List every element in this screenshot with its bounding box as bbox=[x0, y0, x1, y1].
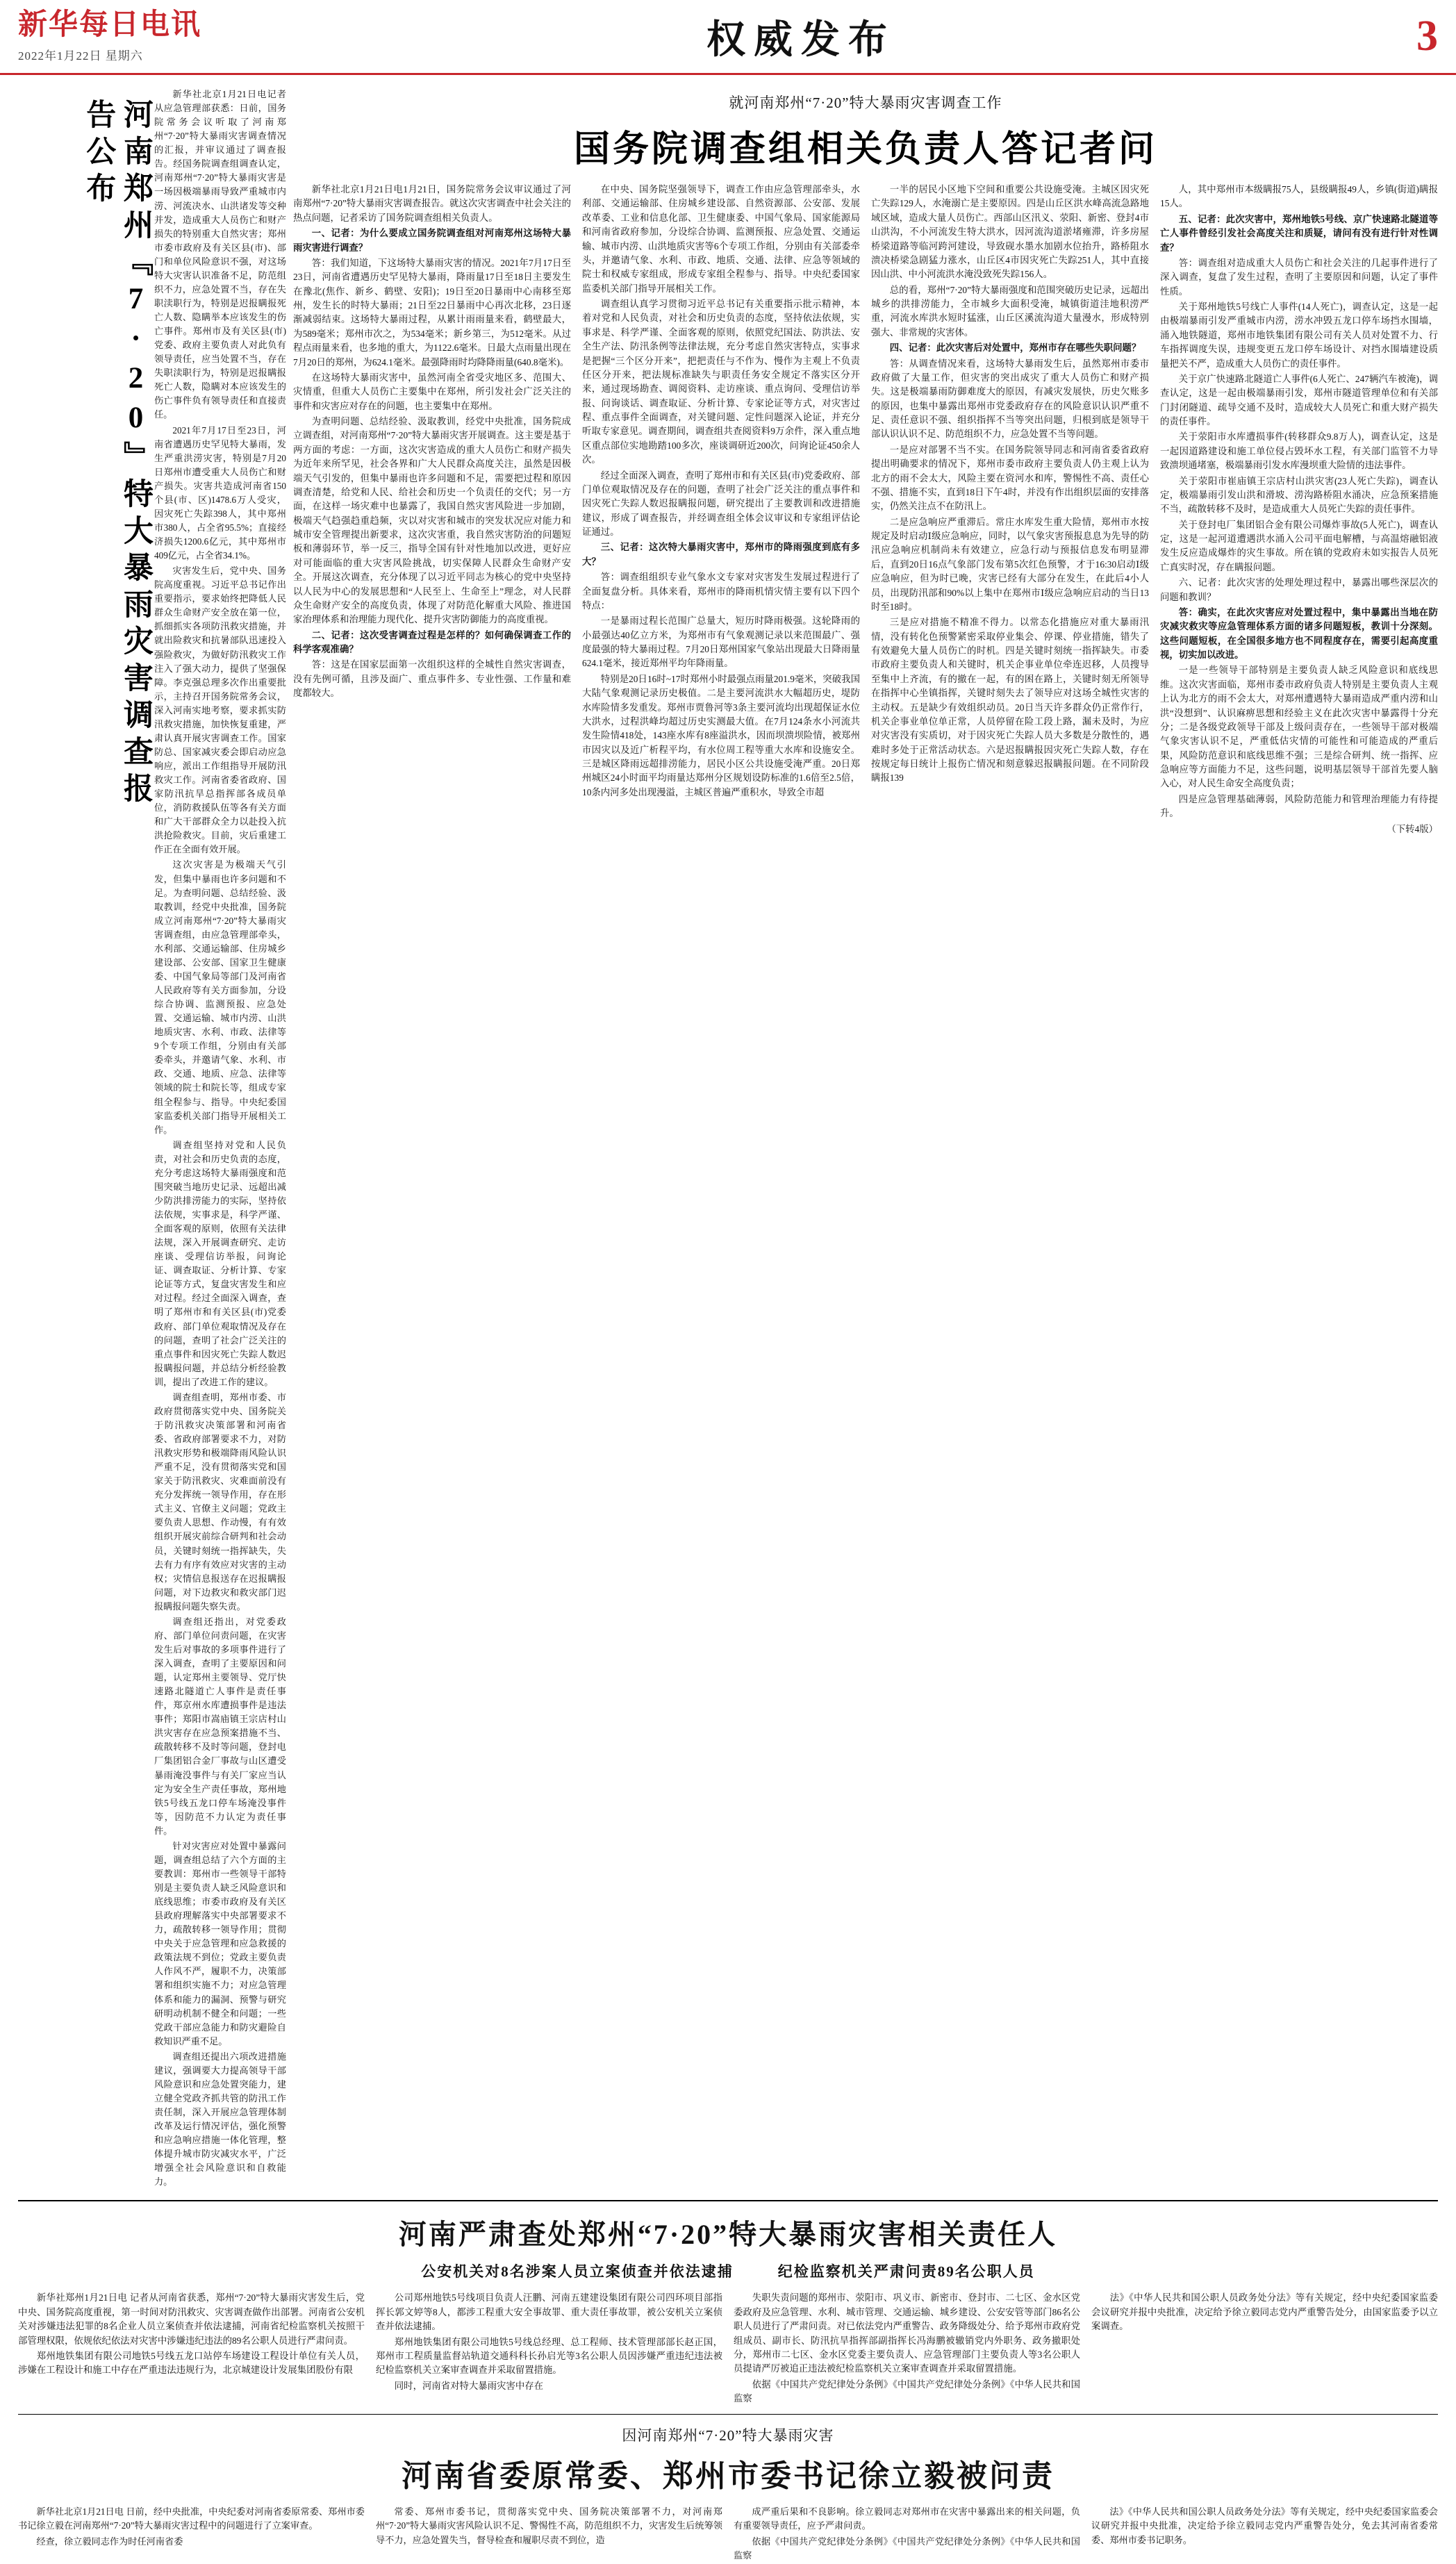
paragraph: 法》《中华人民共和国公职人员政务处分法》等有关规定，经中央纪委国家监委会议研究并报中央批准，决定给予徐立毅同志党内严重警告处分，由国家监委予以立案调查。 bbox=[1091, 2292, 1438, 2332]
article-secondary-columns bbox=[18, 2291, 1438, 2407]
paragraph: 一是应对部署不当不实。在国务院领导同志和河南省委省政府提出明确要求的情况下，郑州市委市政府主要负责人仍主观上认为北方的雨不会太大，风险主要在资河水和库，警惕性不高、责任心不强、措施不实，直到18日下午4时，并没有作出组织层面的安排落实，仍然关注点不在防汛上。 bbox=[871, 444, 1149, 512]
paragraph: 在中央、国务院坚强领导下，调查工作由应急管理部牵头，水利部、交通运输部、住房城乡建设部、自然资源部、公安部、发展改革委、工业和信息化部、卫生健康委、中国气象局、国家能源局和河南省政府参加，分设综合协调、监测预报、应急处置、交通运输、城市内涝、山洪地质灾害等6个专项工作组，分别由有关部委牵头，并邀请气象、水利、市政、地质、交通、法律、应急等领域的院士和权威专家组成，形成专家组全程参与、指导。中央纪委国家监委机关部门指导开展相关工作。 bbox=[582, 184, 860, 294]
section-title: 权威发布 bbox=[706, 18, 895, 62]
paragraph: 答：我们知道，下这场特大暴雨灾害的情况。2021年7月17日至23日，河南省遭遇历史罕见特大暴雨，降雨量17日至18日主要发生在豫北(焦作、新乡、鹤壁、安阳)；19日至20日暴雨中心南移至郑州，发生长的时特大暴雨；21日至22日暴雨中心再次北移，23日逐渐减弱结束。这场特大暴雨过程，从累计雨雨量来看，鹤壁最大，为589毫米；郑州市次之，为534毫米；新乡第三，为512毫米。从过程点雨量来看，也多地的重大，为1122.6毫米。日最大点雨量出现在7月20日的郑州，为624.1毫米。最强降雨时均降降雨量(640.8毫米)。 bbox=[293, 257, 571, 367]
column-3 bbox=[734, 2505, 1080, 2563]
paragraph: 常委、郑州市委书记，贯彻落实党中央、国务院决策部署不力，对河南郑州“7·20”特大暴雨灾害风险认识不足、警惕性不高，防范组织不力，灾害发生后统筹领导不力，应急处置失当，督导检查和履职尽责不到位，造 bbox=[376, 2506, 722, 2545]
issue-date: 2022年1月22日 星期六 bbox=[18, 49, 143, 63]
paragraph: 经查，徐立毅同志作为时任河南省委 bbox=[36, 2536, 183, 2547]
question-paragraph: 五、记者：此次灾害中，郑州地铁5号线、京广快速路北隧道等亡人事件曾经引发社会高度关注和质疑，请问有没有进行针对性调查？ bbox=[1160, 213, 1438, 253]
paragraph: 经过全面深入调查，查明了郑州市和有关区县(市)党委政府、部门单位观取情况及存在的问题，查明了社会广泛关注的重点事件和因灾死亡失踪人数迟报瞒报问题，研究提出了主要教训和改进措施建议，形成了调查报告，并经调查组全体会议审议和专家组评估论证通过。 bbox=[582, 470, 860, 537]
paragraph: 一半的居民小区地下空间和重要公共设施受淹。主城区因灾死亡失踪129人，水淹溺亡是主要原因。四是山丘区洪水峰高流急路地域区域，造成大量人员伤亡。西部山区汛义、荥阳、新密、登封4市山洪沟，不小河流发生特大洪水，因河流沟道淤堵雍滞，许多房屋桥梁道路等临河跨河建设，导致砚水墨水加剧水位抬升，路桥阻水溃决桥梁急剧猛力涨水，山丘区4市因灾死亡失踪251人，其中直接因山洪、中小河流洪水淹没致死失踪156人。 bbox=[871, 184, 1149, 280]
column-4 bbox=[1091, 2505, 1438, 2563]
paragraph: 灾害发生后，党中央、国务院高度重视。习近平总书记作出重要指示，要求始终把降低人民群众生命财产安全放在第一位，抓细抓实各项防汛救灾措施，并就出险救灾和抗暑部队迅速投入强险救灾，为做好防汛救灾工作注入了强大动力，提供了坚强保障。李克强总理多次作出重要批示，主持召开国务院常务会议，深入河南实地考察，要求抓实防汛救灾措施，加快恢复重建，严肃认真开展灾害调查工作。国家防总、国家减灾委会即启动应急响应，派出工作组指导开展防汛救灾工作。河南省委省政府、国家防汛抗旱总指挥部各成员单位，消防救援队伍等各有关方面和广大干部群众全力以赴投入抗洪抢险救灾。目前，灾后重建工作正在全面有效开展。 bbox=[154, 565, 286, 855]
article-tertiary-columns bbox=[18, 2505, 1438, 2563]
article-headline: 国务院调查组相关负责人答记者问 bbox=[573, 130, 1157, 169]
article-main bbox=[18, 88, 1438, 2190]
paragraph: 依据《中国共产党纪律处分条例》《中国共产党纪律处分条例》《中华人民共和国监察 bbox=[734, 2379, 1080, 2404]
paragraph: 总的看，郑州“7·20”特大暴雨强度和范围突破历史记录，远超出城乡的洪排涝能力，全市城乡大面积受淹，城镇街道洼地积涝严重，河流水库洪水短时猛涨，山丘区溪流沟道大量漫水，形成特别强大、非常规的灾害体。 bbox=[871, 284, 1149, 338]
paragraph: 2021年7月17日至23日，河南省遭遇历史罕见特大暴雨，发生严重洪涝灾害，特别是7月20日郑州市遭受重大人员伤亡和财产损失。灾害共造成河南省150个县(市、区)1478.6万人受灾，因灾死亡失踪398人，其中郑州市380人，占全省95.5%；直接经济损失1200.6亿元，其中郑州市409亿元，占全省34.1%。 bbox=[154, 424, 286, 561]
column-2 bbox=[376, 2291, 722, 2407]
paragraph: 答：这是在国家层面第一次组织这样的全城性自然灾害调查，没有先例可循，且涉及面广、重点事件多、专业性强、工作量和难度都较大。 bbox=[293, 659, 571, 699]
paragraph: 关于京广快速路北隧道亡人事件(6人死亡、247辆汽车被淹)，调查认定，这是一起由极端暴雨引发，郑州市隧道管理单位和有关部门封闭隧道、疏导交通不及时，造成较大人员死亡和重大财产损失的责任事件。 bbox=[1160, 373, 1438, 427]
paragraph: 郑州地铁集团有限公司地铁5号线五龙口站停车场建设工程设计单位有关人员，涉嫌在工程设计和施工中存在严重违法违规行为，北京城建设计发展集团股份有限 bbox=[18, 2350, 365, 2376]
paragraph: 关于荥阳市崔庙镇王宗店村山洪灾害(23人死亡失踪)，调查认定，极端暴雨引发山洪和滑坡、涝沟路桥阻水涌决，应急预案措施不当，疏散转移不及时，是造成重大人员死亡失踪的责任事件。 bbox=[1160, 475, 1438, 515]
question-paragraph: 二、记者：这次受害调查过程是怎样的？如何确保调查工作的科学客观准确？ bbox=[293, 629, 571, 654]
column-3 bbox=[734, 2291, 1080, 2407]
article-secondary-subheads bbox=[18, 2260, 1438, 2281]
paragraph: 答：调查组组织专业气象水文专家对灾害发生发展过程进行了全面复盘分析。具体来看，郑州市的降雨机情灾情主要有以下四个特点： bbox=[582, 572, 860, 611]
paragraph: 在这场特大暴雨灾害中，虽然河南全省受灾地区多、范围大、灾情重，但重大人员伤亡主要集中在郑州，所引发社会广泛关注的事件和灾害应对存在的问题，也主要集中在郑州。 bbox=[293, 372, 571, 411]
column-1 bbox=[18, 2505, 365, 2563]
subhead-left: 公安机关对8名涉案人员立案侦查并依法逮捕 bbox=[421, 2263, 734, 2281]
paragraph: 一是暴雨过程长范围广总量大，短历时降雨极强。这轮降雨的小最强达40亿立方米，为郑州市有气象观测记录以来范围最广、强度最强的特大暴雨过程。7月20日郑州国家气象站出现最大日降雨量624.1毫米，接近郑州平均年降雨量。 bbox=[582, 615, 860, 669]
article-main-body bbox=[293, 88, 1438, 838]
article-columns bbox=[293, 183, 1438, 838]
paragraph: 调查组还提出六项改进措施建议，强调要大力提高领导干部风险意识和应急处置突能力，建立健全党政齐抓共管的防汛工作责任制，深入开展应急管理体制改革及运行情况评估，强化预警和应急响应措施一体化管理，整体提升城市防灾减灾水平，广泛增强全社会风险意识和自救能力。 bbox=[154, 2051, 286, 2187]
paragraph: 针对灾害应对处置中暴露问题，调查组总结了六个方面的主要教训：郑州市一些领导干部特别是主要负责人缺乏风险意识和底线思维；市委市政府及有关区县政府理解落实中央部署要求不力，疏散转移一领导作用；贯彻中央关于应急管理和应急救援的政策法规不到位；党政主要负责人作风不严，履职不力，决策部署和组织实施不力；对应急管理体系和能力的漏洞、预警与研究研明动机制不健全和问题；一些党政干部应急能力和防灾避险自救知识严重不足。 bbox=[154, 1840, 286, 2046]
column-1 bbox=[18, 2291, 365, 2407]
paragraph: 调查组还指出，对党委政府、部门单位问责问题，在灾害发生后对事故的多项事件进行了深入调查，查明了主要原因和问题，认定郑州主要领导、党厅快速路北隧道亡人事件是责任事件，郑京州水库遭损事件是违法事件；郑阳市嵩庙镇王宗店村山洪灾害存在应急预案措施不当、疏散转移不及时等问题，登封电厂集团铝合金厂事故与山区遭受暴雨淹没事件与有关厂家应当认定为安全生产责任事故，郑州地铁5号线五龙口停车场淹没事件等，因防范不力认定为责任事件。 bbox=[154, 1616, 286, 1836]
paragraph: 新华社郑州1月21日电 记者从河南省获悉，郑州“7·20”特大暴雨灾害发生后，党中央、国务院高度重视，第一时间对防汛救灾、灾害调查做作出部署。河南省公安机关对涉嫌违法犯罪的8名企业人员立案侦查并依法逮捕，河南省纪检监察机关按照干部管理权限，依规依纪依法对灾害中涉嫌违纪违法的89名公职人员进行严肃问责。 bbox=[18, 2292, 365, 2346]
paragraph: 这次灾害是为极端天气引发，但集中暴雨也许多问题和不足。为查明问题、总结经验、汲取教训，经党中央批准，国务院成立河南郑州“7·20”特大暴雨灾害调查组，由应急管理部牵头，水利部、交通运输部、住房城乡建设部、公安部、国家卫生健康委、中国气象局等部门及河南省人民政府等有关方面参加，分设综合协调、监测预报、应急处置、交通运输、城市内涝、山洪地质灾害、水利、市政、法律等9个专项工作组，分别由有关部委牵头，并邀请气象、水利、市政、交通、地质、应急、法律等领域的院士和院长等，组成专家组全程参与、指导。中央纪委国家监委机关部门指导开展相关工作。 bbox=[154, 859, 286, 1135]
paragraph: 特别是20日16时~17时郑州小时最强点雨量201.9毫米，突破我国大陆气象观测记录历史极值。二是主要河流洪水大幅超历史，堤防水库险情多发重发。郑州市贾鲁河等3条主要河流均出现超保证水位大洪水，过程洪峰均超过历史实测最大值。在7月124条水小河流共发生险情418处，143座水库有8座溢洪水，因而坝溃坝险情，被郑州市因灾以及近广析程平均，有水位周工程等重大水库和设施安全。三是城区降雨远超排涝能力，居民小区公共设施受淹严重。20日郑州城区24小时面平均雨量达郑州分区规划设防标准的1.6倍至2.5倍，10条内河多处出现漫溢，主城区普遍严重积水，导致全市超 bbox=[582, 673, 860, 797]
paragraph: 三是应对措施不精准不得力。以常态化措施应对重大暴雨汛情，没有转化色预警紧密采取停业集会、停课、停业措施，错失了有效避免大量人员伤亡的时机。四是关键时刻统一指挥缺失。市委市政府主要负责人和关键时，机关企事业单位牵连迟移，人员搜导至集中上齐流，有的撤在一起，有的困在路上，关键时刻无所领导在指挥中心坐镇指挥，关键时刻失去了领导应对这场全城性灾害的主动权。五是缺少有效组织动员。20日当天许多群众仍正常作行，机关企事业单位单正常，人员停留在险工段上路，漏未及时，为应对灾害没有实质切，对于因灾死亡失踪人员大多数是分散性的，遇难时多处于正常活动状态。六是迟报瞒报因灾死亡失踪人数，存在按规定每日统计上报伤亡情况和刻意躲迟报瞒报问题。在不同阶段瞒报139 bbox=[871, 617, 1149, 784]
paragraph: 依据《中国共产党纪律处分条例》《中国共产党纪律处分条例》《中华人民共和国监察 bbox=[734, 2536, 1080, 2561]
paragraph: 二是应急响应严重滞后。常庄水库发生重大险情，郑州市水按规定及时启动Ⅰ级应急响应，同时，以气象灾害预报息息为先导的防汛应急响应机制尚未有效建立，应急行动与预报信息发布明显滞后，直到20日16点气象部门发布第5次红色预警，才于16:30启动Ⅰ级应急响应，但为时已晚，灾害已经有大部分在发生，在此后4小人员，出现防汛部和90%以上集中在郑州市Ⅰ级应急响应启动的当日13时至18时。 bbox=[871, 516, 1149, 612]
article-kicker: 就河南郑州“7·20”特大暴雨灾害调查工作 bbox=[729, 94, 1002, 111]
subhead-right: 纪检监察机关严肃问责89名公职人员 bbox=[777, 2263, 1035, 2281]
brand bbox=[18, 10, 247, 63]
page-number: 3 bbox=[1416, 13, 1438, 60]
article-tertiary-headline: 河南省委原常委、郑州市委书记徐立毅被问责 bbox=[402, 2459, 1054, 2494]
question-paragraph: 答：确实，在此次灾害应对处置过程中，集中暴露出当地在防灾减灾救灾等应急管理体系方面的诸多问题短板，教训十分深刻。这些问题短板，在全国很多地方也不同程度存在，需要引起高度重视，切实加以改进。 bbox=[1160, 606, 1438, 660]
continue-note: （下转4版） bbox=[1387, 823, 1438, 834]
paragraph: 郑州地铁集团有限公司地铁5号线总经理、总工程师、技术管理部部长赵正国，郑州市工程质量监督站轨道交通科科长孙启光等3名公职人员因涉嫌严重违纪违法被纪检监察机关立案审查调查并采取留置措施。 bbox=[376, 2336, 722, 2376]
article-tertiary-kicker: 因河南郑州“7·20”特大暴雨灾害 bbox=[622, 2427, 834, 2445]
question-paragraph: 四、记者：此次灾害后对处置中，郑州市存在哪些失职问题？ bbox=[889, 342, 1141, 354]
article-secondary bbox=[18, 2200, 1438, 2407]
paragraph: 人，其中郑州市本级瞒报75人，县级瞒报49人，乡镇(街道)瞒报15人。 bbox=[1160, 184, 1438, 209]
column-2 bbox=[376, 2505, 722, 2563]
paragraph: 答：调查组对造成重大人员伤亡和社会关注的几起事件进行了深入调查，复盘了发生过程，查明了主要原因和问题，认定了事件性质。 bbox=[1160, 257, 1438, 297]
article-main-left-column bbox=[154, 88, 293, 2190]
paragraph: 失职失责问题的郑州市、荥阳市、巩义市、新密市、登封市、二七区、金水区党委政府及应急管理、水利、城市管理、交通运输、城乡建设、公安安管等部门86名公职人员进行了严肃问责。对已依法党内严重警告、政务降级处分、给予郑州市政府党组成员、副市长、防汛抗旱指挥部副指挥长冯海鹏被辙销党内外职务、政务撤职处分，郑州市二七区、金水区党委主要负责人、应急管理部门主要负责人等3名公职人员提请严厉被追正违法被纪检监察机关立案审查调查并采取留置措施。 bbox=[734, 2292, 1080, 2374]
paragraph: 新华社北京1月21日电1月21日，国务院常务会议审议通过了河南郑州“7·20”特大暴雨灾害调查报告。就这次灾害调查中社会关注的热点问题，记者采访了国务院调查组相关负责人。 bbox=[293, 184, 571, 223]
paragraph: 关于荥阳市水库遭损事件(转移群众9.8万人)，调查认定，这是一起因道路建设和施工单位侵占毁坏水工程，有关部门监管不力导致溃坝通堵塞，极端暴雨引发水库漫坝重大险情的违法事件。 bbox=[1160, 431, 1438, 471]
paragraph: 六、记者：此次灾害的处理处理过程中，暴露出哪些深层次的问题和教训？ bbox=[1160, 577, 1438, 602]
paragraph: 为查明问题、总结经验、汲取教训，经党中央批准，国务院成立调查组，对河南郑州“7·20”特大暴雨灾害开展调查。这主要是基于两方面的考虑：一方面，这次灾害造成的重大人员伤亡和财产损失为近年来所罕见，社会各界和广大人民群众高度关注，虽然是因极端天气引发的，但集中暴雨也许多问题和不足，需要把过程和原因调查清楚，给党和人民、给社会和历史一个负责任的交代；另一方面，在这样一场灾难中也暴露了，我国自然灾害风险进一步加剧，极端天气趋强趋重趋频，灾以对灾害和城市的突发状况应对能力和城市安全管理提出新要求，这次灾害重，我自然灾害防治的问题短板和薄弱环节，举一反三，指导全国有针对性地加以改进，更好应对可能面临的重大灾害风险挑战，切实保障人民群众生命财产安全。开展这次调查，充分体现了以习近平同志为核心的党中央坚持以人民为中心的发展思想和“人民至上、生命至上”理念，对人民群众生命财产安全的高度负责，体现了对防范化解重大风险、推进国家治理体系和治理能力现代化、提升灾害防御能力的高度重视。 bbox=[293, 416, 571, 625]
vertical-headline bbox=[18, 88, 154, 835]
masthead bbox=[0, 0, 1456, 75]
paragraph: 一是一些领导干部特别是主要负责人缺乏风险意识和底线思维。这次灾害面临，郑州市委市政府负责人特别是主要负责人主观上认为北方的雨不会太大，对郑州遭遇特大暴雨造成严重内涝和山洪“没想到”、认识麻痹思想和经验主义在此次灾害中暴露得十分充分；二是各级党政领导干部及上级问责存在，一些领导干部对极端气象灾害认识不足，严重低估灾情的可能性和可能造成的严重后果，风险防范意识和底线思维不强；三是综合研判、统一指挥、应急响应等方面能力不足，这些问题，说明基层领导干部首先要人脑入心，对人民生命安全高度负责； bbox=[1160, 665, 1438, 789]
vertical-headline-text: 河南郑州『7·20』特大暴雨灾害调查报告公布 bbox=[82, 99, 152, 809]
column-1 bbox=[293, 183, 571, 838]
paragraph: 同时，河南省对特大暴雨灾害中存在 bbox=[394, 2380, 544, 2391]
paragraph: 调查组查明，郑州市委、市政府贯彻落实党中央、国务院关于防汛救灾决策部署和河南省委、省政府部署要求不力，对防汛救灾形势和极端降雨风险认识严重不足，没有贯彻落实党和国家关于防汛救灾、灾难面前没有充分发挥统一领导作用，存在形式主义、官僚主义问题；党政主要负责人思想、作动慢，有有效组织开展灾前综合研判和社会动员，关键时刻统一指挥缺失，失去有力有序有效应对灾害的主动权；灾情信息报送存在迟报瞒报问题，对下边救灾和救灾部门迟报瞒报问题失察失责。 bbox=[154, 1391, 286, 1612]
paragraph: 调查组坚持对党和人民负责，对社会和历史负责的态度，充分考虑这场特大暴雨强度和范围突破当地历史记录、远超出减少防洪排涝能力的实际，坚持依法依规，实事求是，科学严谨、全面客观的原则，依照有关法律法规，深入开展调查研究、走访座谈、受理信访举报，问询论证、调查取证、分析计算、专家论证等方式，复盘灾害发生和应对过程。经过全面深入调查，查明了郑州市和有关区县(市)党委政府、部门单位观取情况及存在的问题，查明了社会广泛关注的重点事件和因灾死亡失踪人数迟报瞒报问题，并总结分析经验教训，提出了改进工作的建议。 bbox=[154, 1139, 286, 1387]
paragraph: 新华社北京1月21日电 日前，经中央批准，中央纪委对河南省委原常委、郑州市委书记徐立毅在河南郑州“7·20”特大暴雨灾害过程中的问题进行了立案审查。 bbox=[18, 2506, 365, 2531]
page-content bbox=[0, 75, 1456, 2564]
question-paragraph: 三、记者：这次特大暴雨灾害中，郑州市的降雨强度到底有多大？ bbox=[582, 542, 860, 567]
paragraph: 公司郑州地铁5号线项目负责人汪鹏、河南五建建设集团有限公司四环项目部指挥长郭文婷等8人，都涉工程重大安全事故罪、重大责任事故罪，被公安机关立案侦查并依法逮捕。 bbox=[376, 2292, 722, 2332]
paragraph: 四是应急管理基础薄弱，风险防范能力和管理治理能力有待提升。 bbox=[1160, 793, 1438, 819]
article-tertiary bbox=[18, 2414, 1438, 2563]
column-2 bbox=[582, 183, 860, 838]
column-4 bbox=[1160, 183, 1438, 838]
paragraph: 新华社北京1月21日电记者从应急管理部获悉：日前，国务院常务会议听取了河南郑州“7·20”特大暴雨灾害调查情况的汇报，并审议通过了调查报告。经国务院调查组调查认定，河南郑州“7·20”特大暴雨灾害是一场因极端暴雨导致严重城市内涝、河流决水、山洪诸发等交种并发，造成重大人员伤亡和财产损失的特别重大自然灾害；郑州市委市政府及有关区县(市)、部门和单位风险意识不强，对这场特大灾害认识准备不足，防范组织不力，应急处置不当，存在失职渎职行为，特别是迟报瞒报死亡人数、隐瞒举本应该发生的伤亡事件。郑州市及有关区县(市)党委、政府主要负责人对此负有领导责任，应当处置不当，存在失职渎职行为，特别是迟报瞒报死亡人数，隐瞒对本应该发生的伤亡事件负有领导责任和直接责任。 bbox=[154, 89, 286, 420]
column-4 bbox=[1091, 2291, 1438, 2407]
newspaper-logo: 新华每日电讯 bbox=[18, 8, 202, 41]
paragraph: 答：从调查情况来看，这场特大暴雨发生后，虽然郑州市委市政府做了大量工作，但灾害的突出成灾了重大人员伤亡和财产损失。这是极端暴雨防御难度大的原因，有减灾发展快，历史欠账多的原因，也集中暴露出郑州市党委政府存在的风险意识认识严重不足、责任意识不强、组织指挥不当等突出问题，归根到底是领导干部认识认识不足、防范组织不力，应急处置不当等问题。 bbox=[871, 358, 1149, 440]
paragraph: 关于登封电厂集团铝合金有限公司爆炸事故(5人死亡)，调查认定，这是一起河道遭遇洪水涌入公司平面电解槽，与高温熔融铝液发生反应造成爆炸的灾生事故。所在镇的党政府未如实报告人员死亡真实时况，存在瞒报问题。 bbox=[1160, 519, 1438, 572]
left-column-body bbox=[154, 88, 286, 2189]
question-paragraph: 一、记者：为什么要成立国务院调查组对河南郑州这场特大暴雨灾害进行调查？ bbox=[293, 228, 571, 253]
article-secondary-headline: 河南严肃查处郑州“7·20”特大暴雨灾害相关责任人 bbox=[398, 2219, 1058, 2251]
paragraph: 成严重后果和不良影响。徐立毅同志对郑州市在灾害中暴露出来的相关问题，负有重要领导责任，应予严肃问责。 bbox=[734, 2506, 1080, 2531]
column-3 bbox=[871, 183, 1149, 838]
paragraph: 调查组认真学习贯彻习近平总书记有关重要指示批示精神，本着对党和人民负责，对社会和历史负责的态度，坚持依法依规，实事求是、科学严谨、全面客观的原则，依照党纪国法、防洪法、安全生产法、防汛条例等法律法规，充分考虑自然灾害特点，实事求是把握“三个区分开来”，把把责任与不作为、慢作为主观上不负责任区分开来，把法规标准缺失与职责任务安全规定不落实区分开来，通过现场勘查、调阅资料、走访座谈、重点询问、受理信访举报、问询谈话、调查取证、分析计算、专家论证等方式，对灾害过程、重点事件全面调查，对关键问题、定性问题深入论证，并充分听取专家意见。调查期间，调查组共查阅资料9万余件，深入重点地区重点部位实地勘踏100多次，座谈调研近200次，问询论证450余人次。 bbox=[582, 299, 860, 465]
paragraph: 关于郑州地铁5号线亡人事件(14人死亡)，调查认定，这是一起由极端暴雨引发严重城市内涝，涝水冲毁五龙口停车场挡水围墙，涌入地铁隧道，郑州市地铁集团有限公司有关人员对处置不力、行车指挥调度失误，违规变更五龙口停车场设计、对挡水围墙建设质量把关不严，造成重大人员伤亡的责任事件。 bbox=[1160, 301, 1438, 369]
paragraph: 法》《中华人民共和国公职人员政务处分法》等有关规定，经中央纪委国家监委会议研究并报中央批准，决定给予徐立毅同志党内严重警告处分，免去其河南省委常委、郑州市委书记职务。 bbox=[1091, 2506, 1438, 2545]
